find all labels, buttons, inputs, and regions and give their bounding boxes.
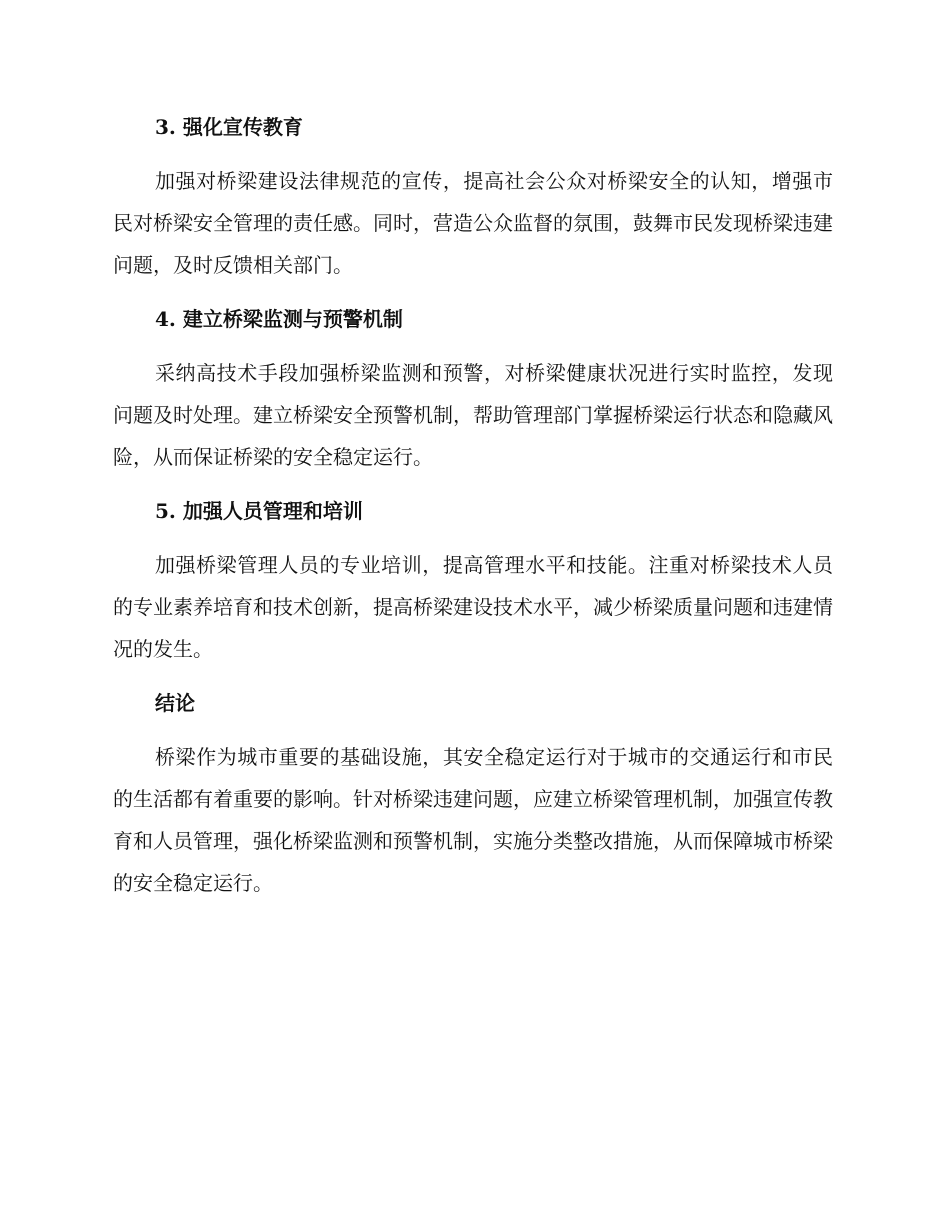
section-paragraph: 加强桥梁管理人员的专业培训，提高管理水平和技能。注重对桥梁技术人员的专业素养培育和技术创新，提高桥梁建设技术水平，减少桥梁质量问题和违建情况的发生。 (113, 553, 833, 661)
section-paragraph: 加强对桥梁建设法律规范的宣传，提高社会公众对桥梁安全的认知，增强市民对桥梁安全管理的责任感。同时，营造公众监督的氛围，鼓舞市民发现桥梁违建问题，及时反馈相关部门。 (113, 169, 833, 277)
section-conclusion (113, 684, 833, 904)
section-heading: 5. 加强人员管理和培训 (155, 499, 363, 523)
section-heading: 3. 强化宣传教育 (155, 115, 303, 139)
section-paragraph: 桥梁作为城市重要的基础设施，其安全稳定运行对于城市的交通运行和市民的生活都有着重要的影响。针对桥梁违建问题，应建立桥梁管理机制，加强宣传教育和人员管理，强化桥梁监测和预警机制，实施分类整改措施，从而保障城市桥梁的安全稳定运行。 (113, 745, 833, 895)
section-monitoring-warning (113, 300, 833, 478)
section-staff-training (113, 492, 833, 670)
section-heading: 结论 (155, 691, 195, 715)
section-publicity-education (113, 108, 833, 286)
section-paragraph: 采纳高技术手段加强桥梁监测和预警，对桥梁健康状况进行实时监控，发现问题及时处理。建立桥梁安全预警机制，帮助管理部门掌握桥梁运行状态和隐藏风险，从而保证桥梁的安全稳定运行。 (113, 361, 833, 469)
document-body (113, 108, 833, 904)
section-heading: 4. 建立桥梁监测与预警机制 (155, 307, 403, 331)
